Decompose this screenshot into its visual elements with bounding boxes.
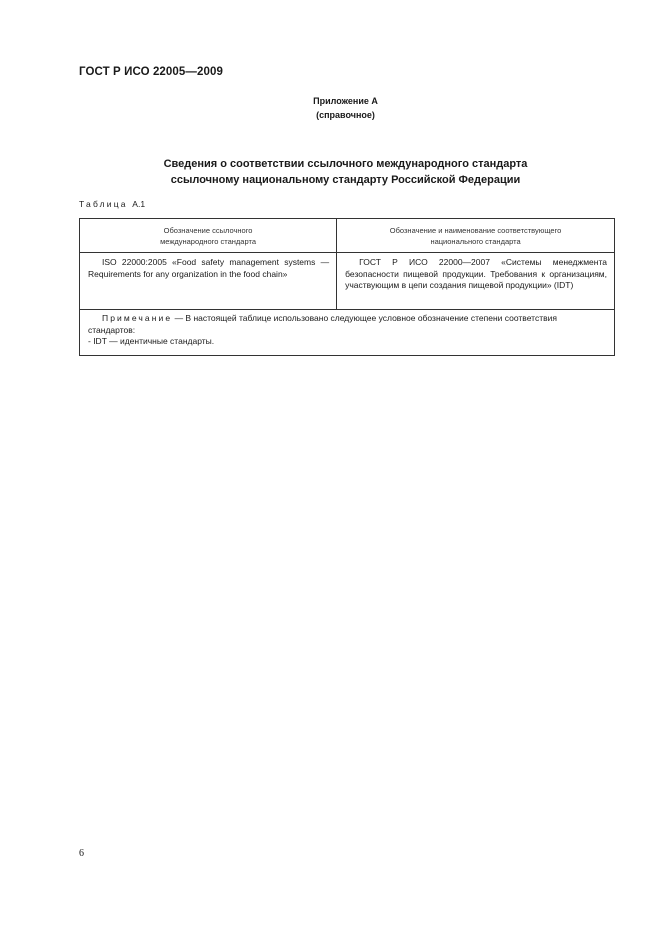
- column-header-national-line2: национального стандарта: [430, 236, 521, 246]
- annex-title: Приложение А: [313, 96, 378, 106]
- column-header-national: [337, 219, 615, 253]
- table-note-row: [80, 310, 615, 356]
- column-header-national-line1: Обозначение и наименование соответствующего: [389, 225, 562, 235]
- table-caption-number: А.1: [132, 199, 146, 209]
- document-code: ГОСТ Р ИСО 22005—2009: [79, 66, 224, 78]
- table-row: [80, 253, 615, 310]
- section-title: [0, 156, 661, 188]
- note-paragraph: [88, 313, 606, 336]
- column-header-international-line1: Обозначение ссылочного: [163, 225, 253, 235]
- note-item: - IDT — идентичные стандарты.: [88, 336, 215, 346]
- correspondence-table: [79, 218, 615, 356]
- annex-subtitle: (справочное): [316, 110, 375, 120]
- table-caption: [79, 199, 145, 209]
- table-note: [80, 310, 615, 356]
- note-lead: Примечание: [102, 313, 173, 323]
- section-title-line2: ссылочному национальному стандарту Российской Федерации: [170, 174, 521, 186]
- column-header-international: [80, 219, 337, 253]
- note-text: — В настоящей таблице использовано следующее условное обозначение степени соответствия стандартов:: [88, 313, 557, 335]
- annex-heading: [0, 94, 661, 122]
- column-header-international-line2: международного стандарта: [160, 236, 256, 246]
- cell-national-standard: ГОСТ Р ИСО 22000—2007 «Системы менеджмента безопасности пищевой продукции. Требования к организациям, участвующим в цепи создания пищевой продукции» (IDT): [337, 253, 615, 310]
- cell-international-standard: ISO 22000:2005 «Food safety management systems — Requirements for any organization in the food chain»: [80, 253, 337, 310]
- page-number: 6: [79, 848, 84, 859]
- table-header-row: [80, 219, 615, 253]
- section-title-line1: Сведения о соответствии ссылочного международного стандарта: [163, 158, 528, 170]
- table-caption-word: Таблица: [79, 199, 128, 209]
